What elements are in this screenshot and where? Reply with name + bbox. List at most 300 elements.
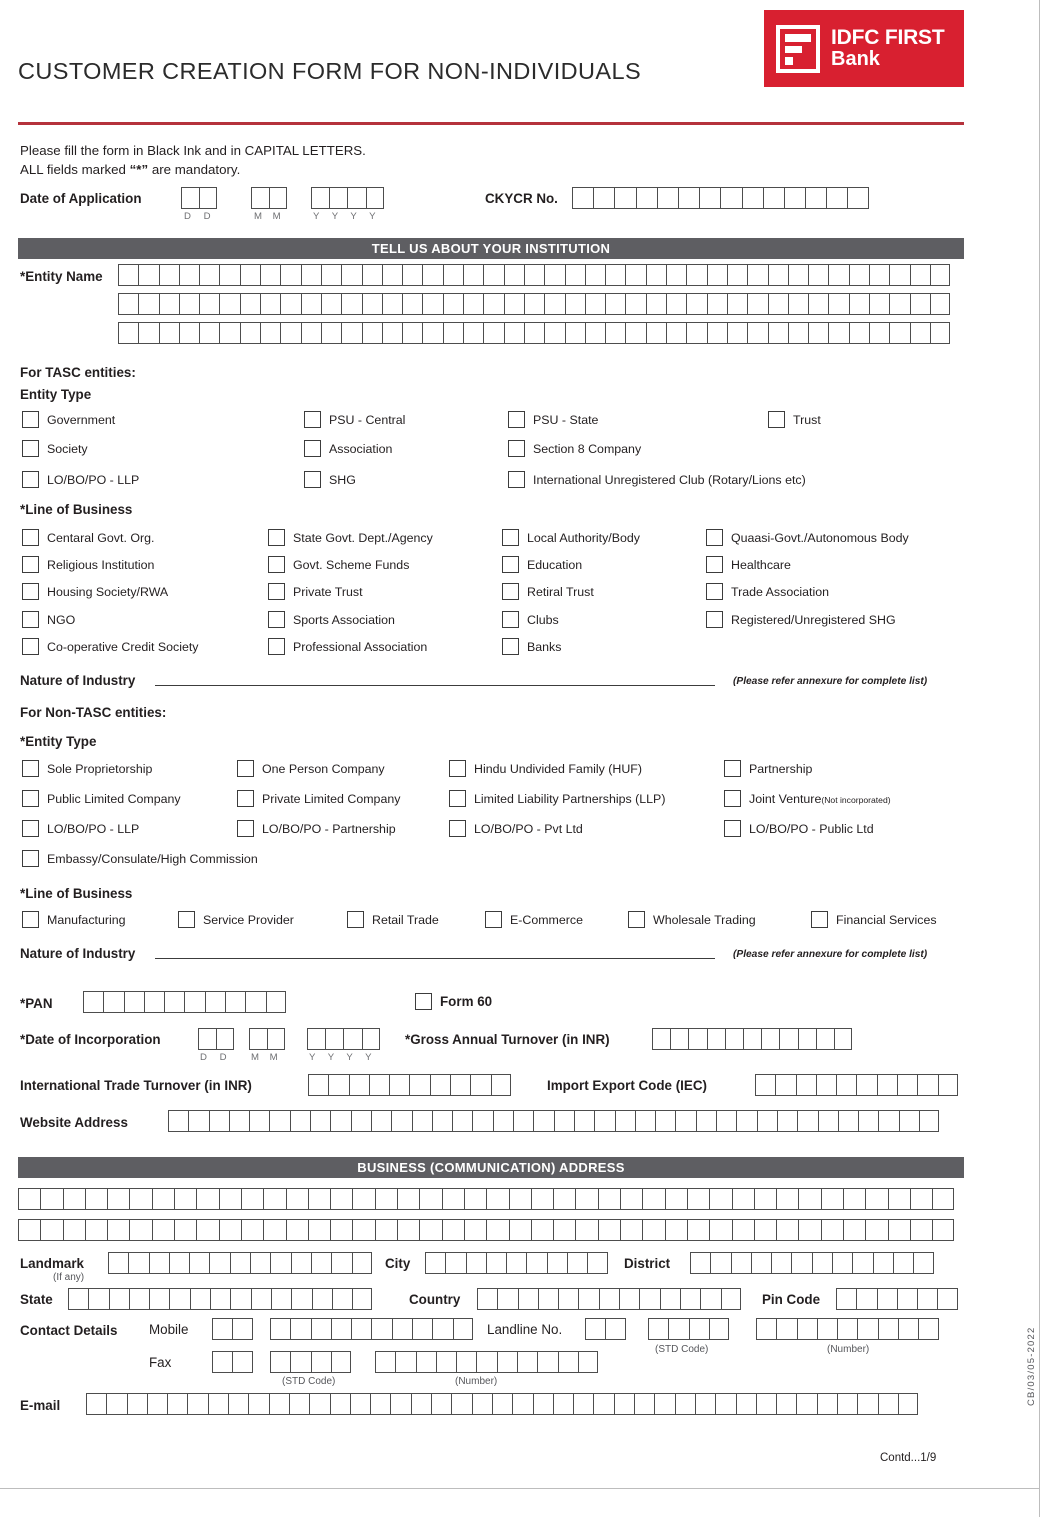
input-cell[interactable] [736,1393,756,1415]
input-cell[interactable] [330,1188,352,1210]
checkbox-box[interactable] [706,583,723,600]
checkbox-nontasc-lob-financial-services[interactable] [811,911,937,928]
input-cell[interactable] [411,1393,431,1415]
input-cell[interactable] [634,1393,654,1415]
input-cell[interactable] [727,322,747,344]
input-cell[interactable] [476,1351,496,1373]
checkbox-box[interactable] [449,820,466,837]
input-cell[interactable] [308,1219,330,1241]
input-cell[interactable] [808,293,828,315]
input-cell[interactable] [109,1288,129,1310]
input-cell[interactable] [910,293,930,315]
entity-name-row-1[interactable] [118,264,950,286]
input-cell[interactable] [382,293,402,315]
input-cell[interactable] [828,322,848,344]
input-cell[interactable] [817,1393,837,1415]
input-cell[interactable] [605,293,625,315]
checkbox-tasc-lob-govt-scheme-funds[interactable] [268,556,409,573]
input-cell[interactable] [362,322,382,344]
checkbox-tasc-lob-banks[interactable] [502,638,561,655]
input-cell[interactable] [159,322,179,344]
checkbox-nontasc-lob-wholesale-trading[interactable] [628,911,756,928]
input-cell[interactable] [517,1351,537,1373]
input-cell[interactable] [477,1288,497,1310]
input-cell[interactable] [932,1188,954,1210]
input-cell[interactable] [196,1219,218,1241]
input-cell[interactable] [808,264,828,286]
input-cell[interactable] [654,1393,674,1415]
checkbox-tasc-lob-ngo[interactable] [22,611,75,628]
input-cell[interactable] [409,1074,429,1096]
input-cell[interactable] [352,1219,374,1241]
input-cell[interactable] [565,264,585,286]
input-cell[interactable] [755,1074,775,1096]
input-cell[interactable] [614,187,635,209]
fax-country-code-input[interactable] [212,1351,253,1373]
input-cell[interactable] [184,991,204,1013]
checkbox-tasc-lob-state-govt-dept[interactable] [268,529,433,546]
input-cell[interactable] [445,1252,465,1274]
checkbox-box[interactable] [502,556,519,573]
input-cell[interactable] [382,322,402,344]
date-of-application-yyyy[interactable] [311,187,384,209]
pincode-input[interactable] [836,1288,958,1310]
checkbox-tasc-entity-government[interactable] [22,411,115,428]
input-cell[interactable] [837,1393,857,1415]
input-cell[interactable] [696,1110,716,1132]
input-cell[interactable] [686,293,706,315]
checkbox-box[interactable] [485,911,502,928]
input-cell[interactable] [709,1318,729,1340]
input-cell[interactable] [169,1252,189,1274]
input-cell[interactable] [179,293,199,315]
input-cell[interactable] [812,1252,832,1274]
mobile-country-code-input[interactable] [212,1318,253,1340]
input-cell[interactable] [412,1318,432,1340]
input-cell[interactable] [646,322,666,344]
landmark-input[interactable] [108,1252,372,1274]
landline-country-code-input[interactable] [585,1318,626,1340]
input-cell[interactable] [352,1252,372,1274]
input-cell[interactable] [565,293,585,315]
checkbox-nontasc-entity-huf[interactable] [449,760,642,777]
input-cell[interactable] [524,293,544,315]
input-cell[interactable] [756,1318,776,1340]
input-cell[interactable] [828,293,848,315]
input-cell[interactable] [392,1318,412,1340]
input-cell[interactable] [537,1351,557,1373]
input-cell[interactable] [219,1219,241,1241]
input-cell[interactable] [593,187,614,209]
input-cell[interactable] [208,1393,228,1415]
checkbox-tasc-lob-local-authority[interactable] [502,529,640,546]
input-cell[interactable] [351,1110,371,1132]
input-cell[interactable] [776,1219,798,1241]
input-cell[interactable] [686,322,706,344]
input-cell[interactable] [636,187,657,209]
input-cell[interactable] [210,1288,230,1310]
input-cell[interactable] [687,1188,709,1210]
checkbox-box[interactable] [347,911,364,928]
input-cell[interactable] [371,1110,391,1132]
input-cell[interactable] [707,1028,725,1050]
input-cell[interactable] [308,1188,330,1210]
input-cell[interactable] [805,187,826,209]
input-cell[interactable] [129,1288,149,1310]
input-cell[interactable] [167,1393,187,1415]
checkbox-nontasc-entity-sole-proprietorship[interactable] [22,760,152,777]
input-cell[interactable] [865,1188,887,1210]
input-cell[interactable] [784,187,805,209]
checkbox-nontasc-entity-partnership[interactable] [724,760,812,777]
checkbox-box[interactable] [268,638,285,655]
input-cell[interactable] [818,1110,838,1132]
input-cell[interactable] [232,1318,252,1340]
input-cell[interactable] [709,1188,731,1210]
input-cell[interactable] [263,1188,285,1210]
input-cell[interactable] [869,264,889,286]
input-cell[interactable] [181,187,199,209]
checkbox-box[interactable] [415,993,432,1010]
input-cell[interactable] [464,1219,486,1241]
checkbox-tasc-lob-quasi-govt[interactable] [706,529,909,546]
intl-trade-turnover-input[interactable] [308,1074,511,1096]
checkbox-box[interactable] [508,411,525,428]
input-cell[interactable] [910,322,930,344]
input-cell[interactable] [270,1351,290,1373]
input-cell[interactable] [291,1252,311,1274]
input-cell[interactable] [286,1219,308,1241]
date-of-application-mm[interactable] [251,187,287,209]
input-cell[interactable] [913,1252,933,1274]
input-cell[interactable] [917,1074,937,1096]
checkbox-tasc-lob-retiral-trust[interactable] [502,583,594,600]
input-cell[interactable] [290,1351,310,1373]
input-cell[interactable] [229,1110,249,1132]
input-cell[interactable] [869,322,889,344]
checkbox-nontasc-entity-lobopo-pvt-ltd[interactable] [449,820,583,837]
input-cell[interactable] [917,1288,937,1310]
input-cell[interactable] [849,264,869,286]
input-cell[interactable] [108,1252,128,1274]
input-cell[interactable] [179,264,199,286]
input-cell[interactable] [695,1393,715,1415]
input-cell[interactable] [585,293,605,315]
input-cell[interactable] [321,322,341,344]
checkbox-tasc-entity-psu-state[interactable] [508,411,598,428]
input-cell[interactable] [665,1188,687,1210]
input-cell[interactable] [159,293,179,315]
input-cell[interactable] [453,1318,473,1340]
checkbox-nontasc-entity-public-limited-company[interactable] [22,790,181,807]
checkbox-box[interactable] [706,529,723,546]
date-of-application-dd[interactable] [181,187,217,209]
input-cell[interactable] [149,1252,169,1274]
checkbox-box[interactable] [502,638,519,655]
checkbox-tasc-entity-association[interactable] [304,440,392,457]
input-cell[interactable] [443,264,463,286]
input-cell[interactable] [40,1219,62,1241]
input-cell[interactable] [325,1028,343,1050]
input-cell[interactable] [18,1188,40,1210]
input-cell[interactable] [776,1318,796,1340]
input-cell[interactable] [716,1110,736,1132]
input-cell[interactable] [587,1252,607,1274]
input-cell[interactable] [857,1393,877,1415]
input-cell[interactable] [625,264,645,286]
input-cell[interactable] [567,1252,587,1274]
checkbox-box[interactable] [304,411,321,428]
checkbox-box[interactable] [724,790,741,807]
input-cell[interactable] [680,1288,700,1310]
input-cell[interactable] [865,1219,887,1241]
input-cell[interactable] [710,1252,730,1274]
checkbox-tasc-lob-private-trust[interactable] [268,583,363,600]
input-cell[interactable] [594,1110,614,1132]
checkbox-tasc-entity-society[interactable] [22,440,88,457]
input-cell[interactable] [442,1219,464,1241]
input-cell[interactable] [838,1110,858,1132]
input-cell[interactable] [419,1219,441,1241]
input-cell[interactable] [347,187,365,209]
input-cell[interactable] [796,1393,816,1415]
input-cell[interactable] [828,264,848,286]
input-cell[interactable] [127,1393,147,1415]
checkbox-tasc-entity-lo-bo-po-llp[interactable] [22,471,139,488]
input-cell[interactable] [483,293,503,315]
input-cell[interactable] [263,1219,285,1241]
input-cell[interactable] [821,1219,843,1241]
input-cell[interactable] [463,322,483,344]
input-cell[interactable] [497,1288,517,1310]
input-cell[interactable] [402,322,422,344]
input-cell[interactable] [747,322,767,344]
input-cell[interactable] [436,1351,456,1373]
input-cell[interactable] [699,187,720,209]
input-cell[interactable] [138,322,158,344]
input-cell[interactable] [889,322,909,344]
input-cell[interactable] [642,1188,664,1210]
input-cell[interactable] [212,1351,232,1373]
input-cell[interactable] [852,1252,872,1274]
state-input[interactable] [68,1288,372,1310]
input-cell[interactable] [144,991,164,1013]
input-cell[interactable] [412,1110,432,1132]
input-cell[interactable] [768,264,788,286]
input-cell[interactable] [707,322,727,344]
checkbox-box[interactable] [724,760,741,777]
input-cell[interactable] [397,1188,419,1210]
checkbox-tasc-entity-intl-unregistered-club[interactable] [508,471,806,488]
input-cell[interactable] [531,1188,553,1210]
input-cell[interactable] [129,1188,151,1210]
input-cell[interactable] [230,1252,250,1274]
input-cell[interactable] [352,1188,374,1210]
input-cell[interactable] [504,293,524,315]
input-cell[interactable] [888,1188,910,1210]
input-cell[interactable] [199,264,219,286]
input-cell[interactable] [777,1110,797,1132]
input-cell[interactable] [270,1252,290,1274]
input-cell[interactable] [174,1188,196,1210]
input-cell[interactable] [888,1219,910,1241]
input-cell[interactable] [330,1110,350,1132]
input-cell[interactable] [533,1393,553,1415]
checkbox-tasc-lob-central-govt-org[interactable] [22,529,154,546]
input-cell[interactable] [86,1393,106,1415]
input-cell[interactable] [219,322,239,344]
input-cell[interactable] [707,293,727,315]
input-cell[interactable] [341,322,361,344]
checkbox-box[interactable] [22,611,39,628]
input-cell[interactable] [422,293,442,315]
input-cell[interactable] [249,1028,267,1050]
input-cell[interactable] [768,293,788,315]
input-cell[interactable] [230,1288,250,1310]
input-cell[interactable] [164,991,184,1013]
input-cell[interactable] [301,264,321,286]
checkbox-box[interactable] [502,529,519,546]
input-cell[interactable] [605,1318,625,1340]
input-cell[interactable] [286,1188,308,1210]
input-cell[interactable] [419,1188,441,1210]
input-cell[interactable] [554,1110,574,1132]
input-cell[interactable] [248,1393,268,1415]
input-cell[interactable] [578,1288,598,1310]
checkbox-tasc-lob-professional-association[interactable] [268,638,427,655]
input-cell[interactable] [720,187,741,209]
input-cell[interactable] [331,1351,351,1373]
input-cell[interactable] [402,264,422,286]
input-cell[interactable] [205,991,225,1013]
input-cell[interactable] [877,1074,897,1096]
input-cell[interactable] [138,264,158,286]
input-cell[interactable] [575,1219,597,1241]
input-cell[interactable] [808,322,828,344]
input-cell[interactable] [506,1252,526,1274]
input-cell[interactable] [776,1188,798,1210]
checkbox-box[interactable] [22,638,39,655]
input-cell[interactable] [232,1351,252,1373]
input-cell[interactable] [524,264,544,286]
input-cell[interactable] [657,187,678,209]
input-cell[interactable] [343,1028,361,1050]
nontasc-nature-of-industry-input[interactable] [155,945,715,959]
input-cell[interactable] [910,264,930,286]
input-cell[interactable] [646,293,666,315]
input-cell[interactable] [311,187,329,209]
input-cell[interactable] [836,1074,856,1096]
input-cell[interactable] [250,1252,270,1274]
checkbox-box[interactable] [449,790,466,807]
input-cell[interactable] [504,322,524,344]
input-cell[interactable] [768,322,788,344]
input-cell[interactable] [390,1393,410,1415]
input-cell[interactable] [331,1318,351,1340]
checkbox-box[interactable] [268,529,285,546]
input-cell[interactable] [352,1288,372,1310]
input-cell[interactable] [847,187,868,209]
input-cell[interactable] [199,322,219,344]
country-input[interactable] [477,1288,741,1310]
input-cell[interactable] [492,1393,512,1415]
input-cell[interactable] [930,264,950,286]
input-cell[interactable] [797,1318,817,1340]
input-cell[interactable] [240,264,260,286]
input-cell[interactable] [898,1318,918,1340]
input-cell[interactable] [553,1188,575,1210]
input-cell[interactable] [585,322,605,344]
input-cell[interactable] [470,1074,490,1096]
checkbox-box[interactable] [768,411,785,428]
input-cell[interactable] [625,293,645,315]
input-cell[interactable] [727,293,747,315]
input-cell[interactable] [843,1188,865,1210]
input-cell[interactable] [544,293,564,315]
checkbox-box[interactable] [502,583,519,600]
input-cell[interactable] [375,1219,397,1241]
checkbox-tasc-lob-education[interactable] [502,556,582,573]
input-cell[interactable] [509,1219,531,1241]
gross-annual-turnover-input[interactable] [652,1028,852,1050]
input-cell[interactable] [849,293,869,315]
input-cell[interactable] [341,264,361,286]
input-cell[interactable] [578,1351,598,1373]
input-cell[interactable] [798,1219,820,1241]
date-of-incorporation-yyyy[interactable] [307,1028,380,1050]
input-cell[interactable] [821,1188,843,1210]
checkbox-nontasc-entity-one-person-company[interactable] [237,760,385,777]
input-cell[interactable] [919,1110,939,1132]
address-row-1[interactable] [18,1188,954,1210]
input-cell[interactable] [241,1188,263,1210]
checkbox-box[interactable] [508,440,525,457]
input-cell[interactable] [431,1393,451,1415]
input-cell[interactable] [666,322,686,344]
input-cell[interactable] [878,1393,898,1415]
input-cell[interactable] [788,322,808,344]
input-cell[interactable] [524,322,544,344]
input-cell[interactable] [836,1288,856,1310]
input-cell[interactable] [675,1110,695,1132]
input-cell[interactable] [573,1393,593,1415]
input-cell[interactable] [85,1188,107,1210]
entity-name-row-2[interactable] [118,293,950,315]
input-cell[interactable] [857,1318,877,1340]
checkbox-tasc-lob-clubs[interactable] [502,611,559,628]
checkbox-box[interactable] [22,790,39,807]
input-cell[interactable] [159,264,179,286]
input-cell[interactable] [179,322,199,344]
input-cell[interactable] [330,1393,350,1415]
checkbox-box[interactable] [22,411,39,428]
input-cell[interactable] [690,1252,710,1274]
checkbox-box[interactable] [22,556,39,573]
input-cell[interactable] [585,1318,605,1340]
input-cell[interactable] [747,264,767,286]
input-cell[interactable] [910,1188,932,1210]
checkbox-box[interactable] [304,471,321,488]
checkbox-nontasc-entity-joint-venture[interactable] [724,790,891,807]
input-cell[interactable] [309,1393,329,1415]
input-cell[interactable] [526,1252,546,1274]
checkbox-nontasc-lob-retail-trade[interactable] [347,911,439,928]
checkbox-box[interactable] [22,529,39,546]
input-cell[interactable] [817,1318,837,1340]
input-cell[interactable] [937,1288,957,1310]
input-cell[interactable] [686,264,706,286]
checkbox-nontasc-lob-e-commerce[interactable] [485,911,583,928]
